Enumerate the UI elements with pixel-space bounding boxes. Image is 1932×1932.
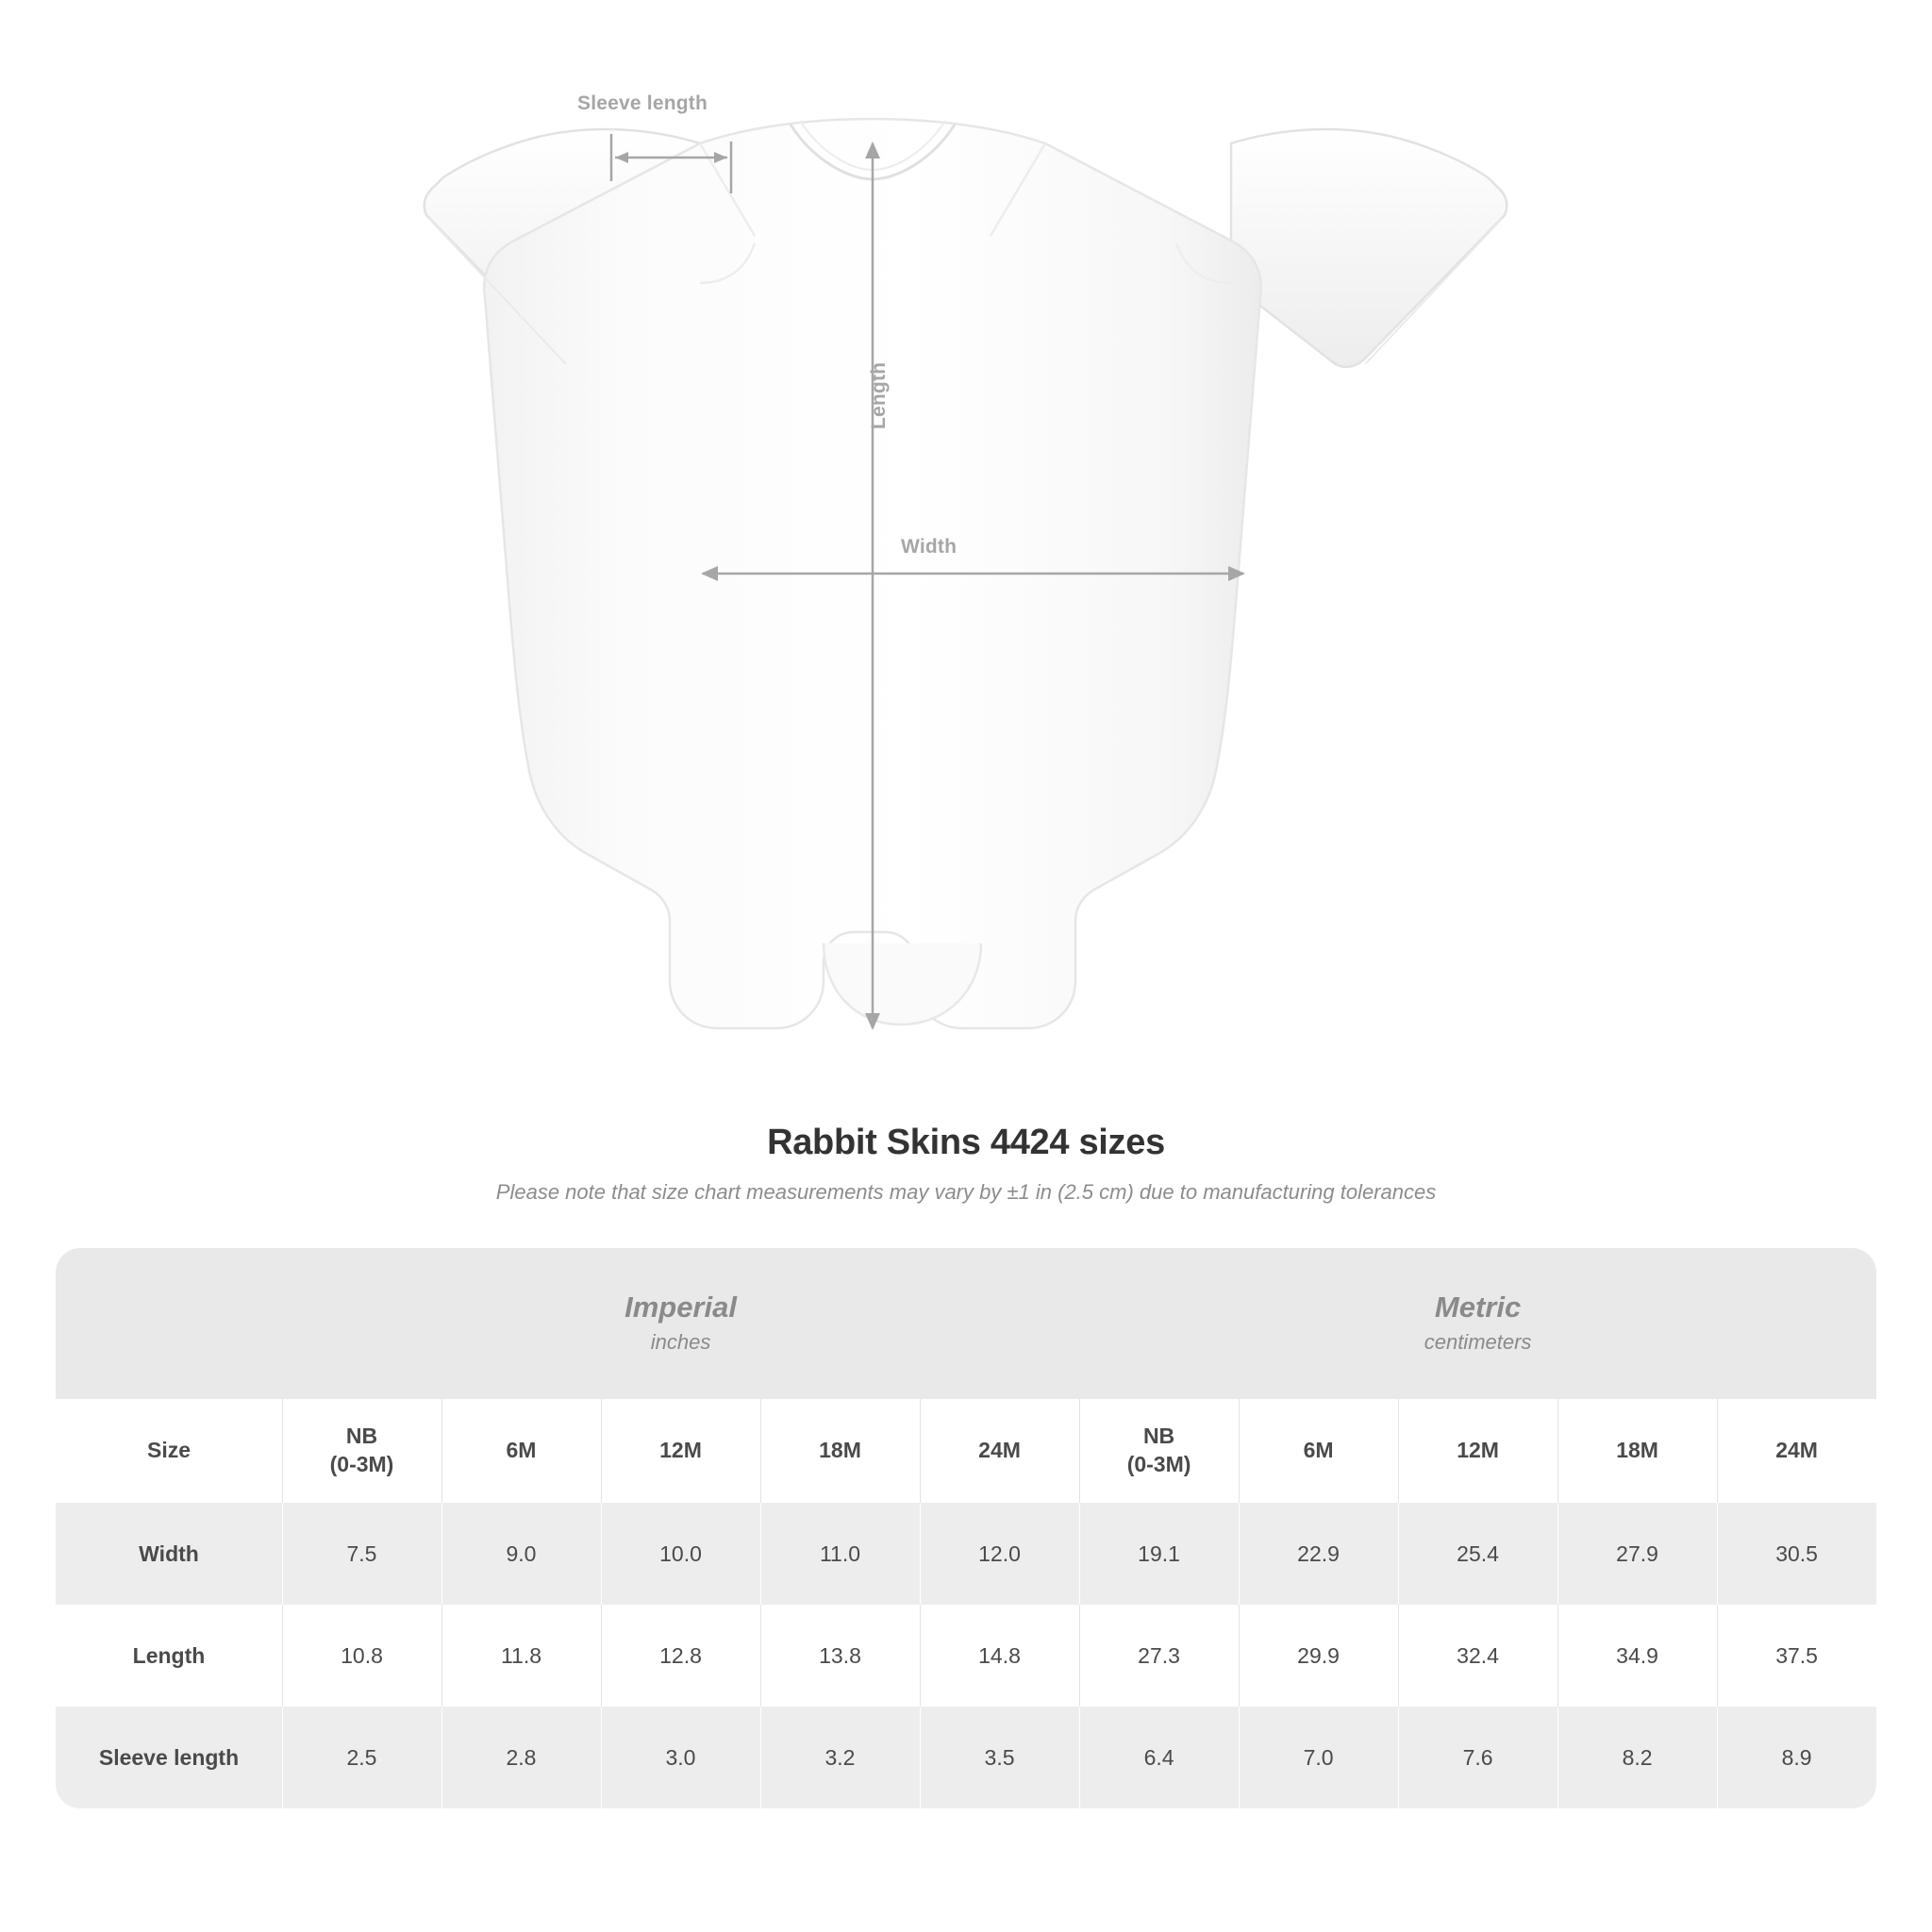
header-col-imperial-12m: 12M bbox=[601, 1399, 760, 1503]
header-col-metric-nb bbox=[1079, 1399, 1239, 1503]
imperial-header-cell bbox=[282, 1248, 1079, 1399]
cell-sleeve-imperial-6m: 2.8 bbox=[441, 1707, 601, 1808]
cell-length-metric-18m: 34.9 bbox=[1557, 1605, 1717, 1707]
cell-length-imperial-12m: 12.8 bbox=[601, 1605, 760, 1707]
title-block bbox=[0, 1123, 1932, 1205]
header-col-metric-18m: 18M bbox=[1557, 1399, 1717, 1503]
header-col-main: NB bbox=[1142, 1424, 1175, 1449]
length-label: Length bbox=[868, 361, 890, 429]
units-spacer-cell bbox=[56, 1248, 282, 1399]
cell-length-metric-nb: 27.3 bbox=[1079, 1605, 1239, 1707]
cell-length-metric-24m: 37.5 bbox=[1717, 1605, 1876, 1707]
metric-label: Metric bbox=[1434, 1291, 1522, 1324]
cell-width-imperial-6m: 9.0 bbox=[441, 1503, 601, 1605]
size-table-wrapper bbox=[56, 1248, 1876, 1808]
header-col-imperial-nb bbox=[282, 1399, 441, 1503]
cell-sleeve-metric-12m: 7.6 bbox=[1398, 1707, 1557, 1808]
header-col-metric-24m: 24M bbox=[1717, 1399, 1876, 1503]
header-col-main: NB bbox=[345, 1424, 378, 1449]
header-col-metric-12m: 12M bbox=[1398, 1399, 1557, 1503]
cell-sleeve-imperial-24m: 3.5 bbox=[920, 1707, 1079, 1808]
header-size-label: Size bbox=[56, 1399, 282, 1503]
cell-sleeve-metric-18m: 8.2 bbox=[1557, 1707, 1717, 1808]
imperial-label: Imperial bbox=[625, 1291, 737, 1324]
header-col-metric-6m: 6M bbox=[1239, 1399, 1398, 1503]
cell-width-imperial-18m: 11.0 bbox=[760, 1503, 920, 1605]
cell-width-metric-18m: 27.9 bbox=[1557, 1503, 1717, 1605]
header-col-imperial-6m: 6M bbox=[441, 1399, 601, 1503]
width-label: Width bbox=[901, 536, 958, 558]
table-row bbox=[56, 1503, 1876, 1605]
cell-width-metric-nb: 19.1 bbox=[1079, 1503, 1239, 1605]
cell-width-imperial-12m: 10.0 bbox=[601, 1503, 760, 1605]
header-col-imperial-24m: 24M bbox=[920, 1399, 1079, 1503]
header-col-sub: (0-3M) bbox=[1126, 1452, 1191, 1476]
tolerance-note: Please note that size chart measurements may vary by ±1 in (2.5 cm) due to manufacturing tolerances bbox=[495, 1180, 1437, 1204]
cell-sleeve-imperial-nb: 2.5 bbox=[282, 1707, 441, 1808]
cell-sleeve-metric-nb: 6.4 bbox=[1079, 1707, 1239, 1808]
sleeve-length-label: Sleeve length bbox=[577, 92, 708, 114]
cell-length-imperial-18m: 13.8 bbox=[760, 1605, 920, 1707]
cell-width-imperial-nb: 7.5 bbox=[282, 1503, 441, 1605]
cell-length-imperial-nb: 10.8 bbox=[282, 1605, 441, 1707]
cell-sleeve-imperial-18m: 3.2 bbox=[760, 1707, 920, 1808]
cell-sleeve-imperial-12m: 3.0 bbox=[601, 1707, 760, 1808]
cell-width-metric-6m: 22.9 bbox=[1239, 1503, 1398, 1605]
table-row bbox=[56, 1707, 1876, 1808]
page-title: Rabbit Skins 4424 sizes bbox=[767, 1123, 1165, 1162]
cell-length-metric-6m: 29.9 bbox=[1239, 1605, 1398, 1707]
header-col-sub: (0-3M) bbox=[329, 1452, 394, 1476]
cell-length-imperial-24m: 14.8 bbox=[920, 1605, 1079, 1707]
row-label-length: Length bbox=[56, 1605, 282, 1707]
cell-width-imperial-24m: 12.0 bbox=[920, 1503, 1079, 1605]
row-label-sleeve-length: Sleeve length bbox=[56, 1707, 282, 1808]
cell-length-imperial-6m: 11.8 bbox=[441, 1605, 601, 1707]
cell-sleeve-metric-6m: 7.0 bbox=[1239, 1707, 1398, 1808]
cell-width-metric-12m: 25.4 bbox=[1398, 1503, 1557, 1605]
cell-sleeve-metric-24m: 8.9 bbox=[1717, 1707, 1876, 1808]
size-header-row bbox=[56, 1399, 1876, 1503]
row-label-width: Width bbox=[56, 1503, 282, 1605]
imperial-sublabel: inches bbox=[650, 1329, 711, 1354]
table-row bbox=[56, 1605, 1876, 1707]
header-col-imperial-18m: 18M bbox=[760, 1399, 920, 1503]
units-header-row bbox=[56, 1248, 1876, 1399]
metric-header-cell bbox=[1079, 1248, 1876, 1399]
size-table bbox=[56, 1248, 1876, 1808]
cell-length-metric-12m: 32.4 bbox=[1398, 1605, 1557, 1707]
metric-sublabel: centimeters bbox=[1424, 1329, 1532, 1354]
cell-width-metric-24m: 30.5 bbox=[1717, 1503, 1876, 1605]
